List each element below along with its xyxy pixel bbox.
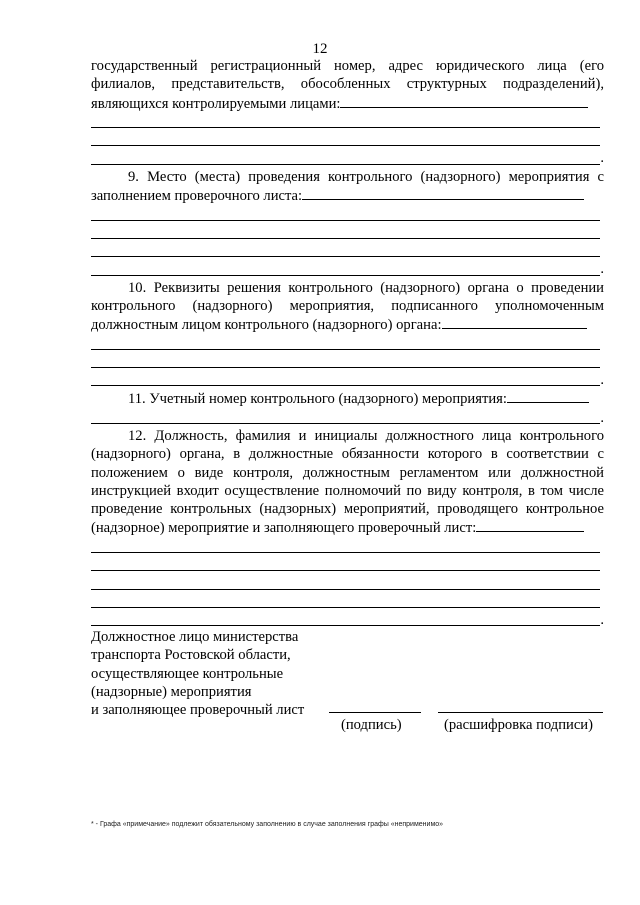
footnote: * - Графа «примечание» подлежит обязательному заполнению в случае заполнения графы «неприменимо» bbox=[91, 821, 444, 828]
page-number: 12 bbox=[312, 41, 328, 57]
blank-line[interactable] bbox=[91, 224, 604, 242]
section-8-text: государственный регистрационный номер, адрес юридического лица (его филиалов, представительств, обособленных структурных подразделений), являющихся контролируемыми лицами: bbox=[91, 58, 604, 112]
blank-line[interactable] bbox=[91, 113, 604, 131]
item-9-text: 9. Место (места) проведения контрольного (надзорного) мероприятия с заполнением проверочного листа: bbox=[91, 168, 604, 205]
signature-caption: (подпись) bbox=[341, 717, 402, 733]
blank-line[interactable] bbox=[91, 149, 604, 167]
blank-line[interactable] bbox=[442, 315, 587, 329]
signature-field[interactable] bbox=[329, 712, 421, 713]
blank-line[interactable] bbox=[302, 186, 584, 200]
blank-line[interactable] bbox=[91, 611, 604, 629]
blank-line[interactable] bbox=[91, 353, 604, 371]
signature-decoding-caption: (расшифровка подписи) bbox=[444, 717, 593, 733]
signature-block bbox=[91, 628, 604, 738]
form-content bbox=[91, 57, 604, 629]
blank-line[interactable] bbox=[91, 409, 604, 427]
blank-line[interactable] bbox=[91, 556, 604, 574]
item-11-text: 11. Учетный номер контрольного (надзорного) мероприятия: bbox=[91, 389, 604, 408]
blank-line[interactable] bbox=[91, 538, 604, 556]
blank-line[interactable] bbox=[91, 593, 604, 611]
blank-line[interactable] bbox=[507, 389, 589, 403]
signature-label: Должностное лицо министерства транспорта Ростовской области, осуществляющее контрольные (надзорные) мероприятия и заполняющее проверочный лист bbox=[91, 629, 305, 719]
blank-line[interactable] bbox=[91, 260, 604, 278]
signature-decoding-field[interactable] bbox=[438, 712, 603, 713]
blank-line[interactable] bbox=[91, 205, 604, 223]
blank-line[interactable] bbox=[340, 94, 588, 108]
item-12-text: 12. Должность, фамилия и инициалы должностного лица контрольного (надзорного) органа, в должностные обязанности которого в соответствии с положением о виде контроля, должностным регламентом или должностной инструкцией входит осуществление полномочий по виду контроля, в том числе проведение контрольных (надзорных) мероприятий, проводящего контрольное (надзорное) мероприятие и заполняющего проверочный лист: bbox=[91, 427, 604, 537]
item-10-text: 10. Реквизиты решения контрольного (надзорного) органа о проведении контрольного (надзорного) мероприятия, подписанного уполномоченным должностным лицом контрольного (надзорного) органа: bbox=[91, 279, 604, 334]
blank-line[interactable] bbox=[476, 518, 584, 532]
blank-line[interactable] bbox=[91, 242, 604, 260]
blank-line[interactable] bbox=[91, 334, 604, 352]
blank-line[interactable] bbox=[91, 574, 604, 592]
blank-line[interactable] bbox=[91, 131, 604, 149]
blank-line[interactable] bbox=[91, 371, 604, 389]
